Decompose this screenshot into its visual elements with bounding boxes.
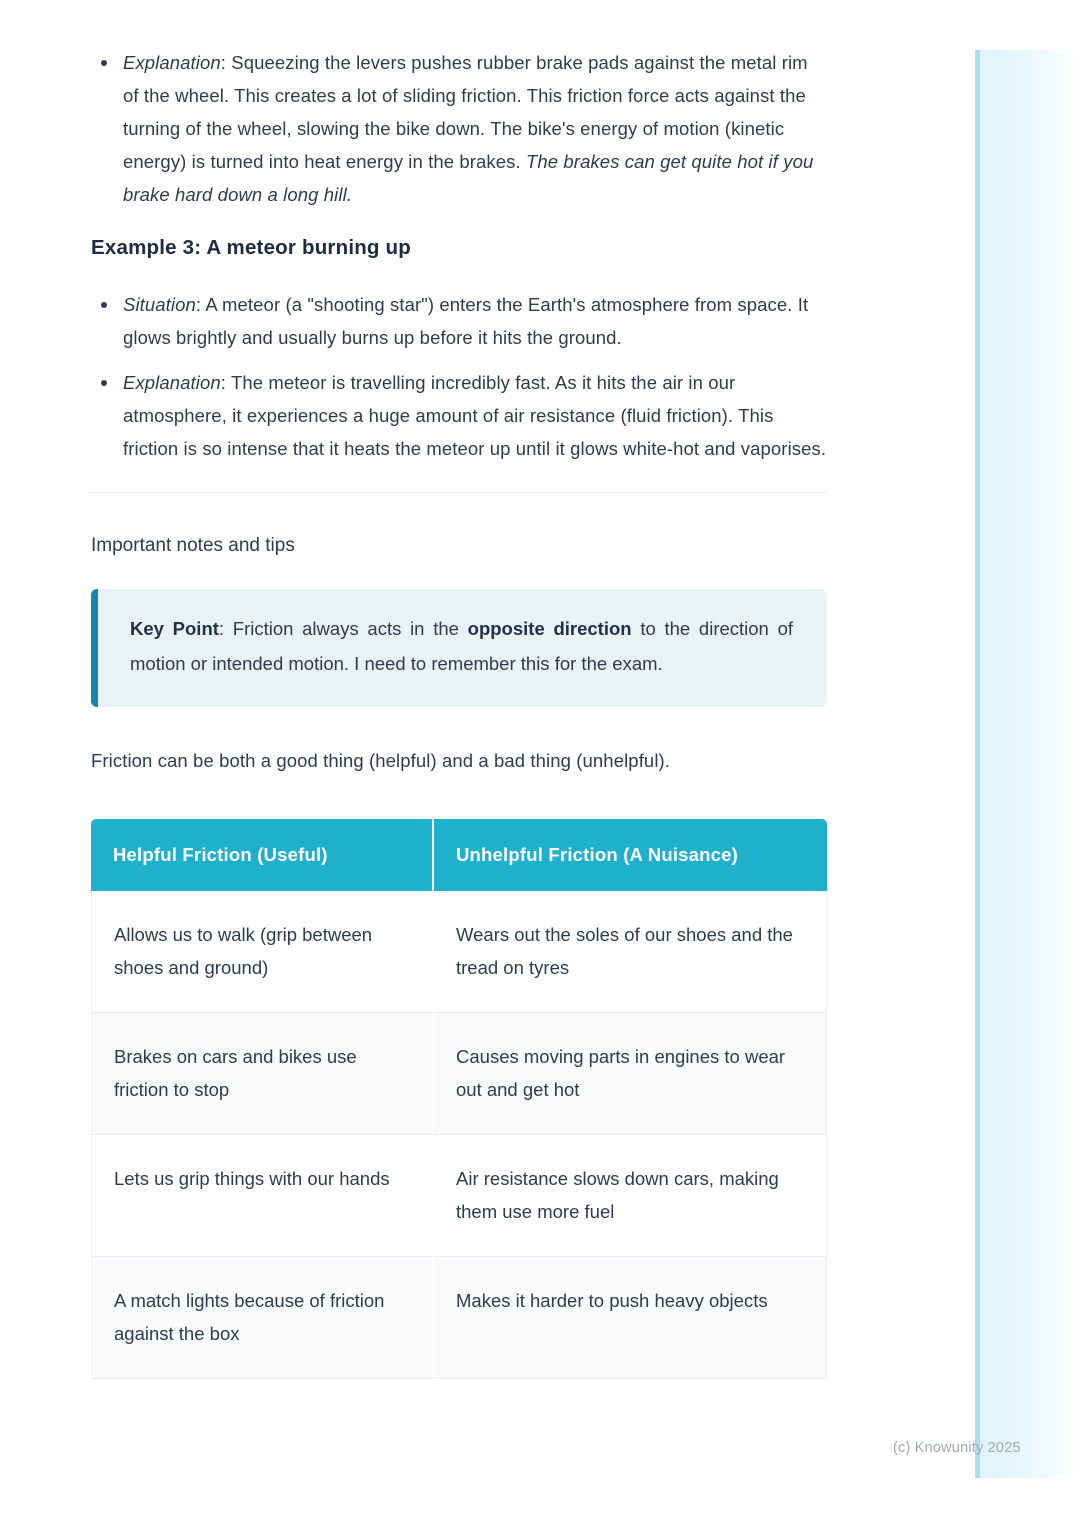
table-cell: Wears out the soles of our shoes and the tread on tyres	[434, 891, 827, 1013]
bullet-body: : Squeezing the levers pushes rubber brake pads against the metal rim of the wheel. This creates a lot of sliding friction. This friction force acts against the turning of the wheel, slowing the bike down. The bike's energy of motion (kinetic energy) is turned into heat energy in the brakes.	[123, 52, 808, 172]
table-header-row	[91, 819, 827, 891]
bullet-situation-meteor	[91, 288, 827, 354]
document-content	[91, 0, 827, 1379]
section-divider	[91, 492, 827, 493]
table-cell: Lets us grip things with our hands	[91, 1135, 432, 1257]
key-point-label: Key Point	[130, 618, 219, 639]
bullet-tail-italic: The brakes can get quite hot if you brake hard down a long hill.	[123, 151, 814, 205]
bullet-lead: Situation	[123, 294, 196, 315]
table-cell: A match lights because of friction against the box	[91, 1257, 432, 1379]
bullet-dot	[101, 380, 107, 386]
table-row	[91, 1257, 827, 1379]
table-header-helpful: Helpful Friction (Useful)	[91, 819, 432, 891]
bullet-explanation-brakes	[91, 46, 827, 211]
notes-heading: Important notes and tips	[91, 535, 295, 556]
bullet-body: : A meteor (a "shooting star") enters the Earth's atmosphere from space. It glows brightly and usually burns up before it hits the ground.	[123, 294, 809, 348]
bullet-lead: Explanation	[123, 372, 221, 393]
bullet-dot	[101, 60, 107, 66]
example3-heading: Example 3: A meteor burning up	[91, 236, 411, 259]
table-cell: Air resistance slows down cars, making them use more fuel	[434, 1135, 827, 1257]
bullet-lead: Explanation	[123, 52, 221, 73]
table-row	[91, 1013, 827, 1135]
table-header-unhelpful: Unhelpful Friction (A Nuisance)	[434, 819, 827, 891]
table-row	[91, 891, 827, 1013]
table-row	[91, 1135, 827, 1257]
bullet-body: : The meteor is travelling incredibly fast. As it hits the air in our atmosphere, it experiences a huge amount of air resistance (fluid friction). This friction is so intense that it heats the meteor up until it glows white-hot and vaporises.	[123, 372, 827, 459]
page-edge-highlight-strip	[975, 50, 1080, 1478]
table-cell: Makes it harder to push heavy objects	[434, 1257, 827, 1379]
key-point-text-a: : Friction always acts in the	[218, 618, 468, 639]
key-point-callout	[91, 589, 827, 707]
copyright-note: (c) Knowunity 2025	[893, 1440, 1021, 1456]
table-cell: Brakes on cars and bikes use friction to stop	[91, 1013, 432, 1135]
key-point-bold-phrase: opposite direction	[467, 618, 632, 639]
key-point-text-b: to the direction of motion or intended motion. I need to remember this for the exam.	[130, 618, 793, 674]
table-cell: Causes moving parts in engines to wear out and get hot	[434, 1013, 827, 1135]
bullet-explanation-meteor	[91, 366, 827, 465]
table-cell: Allows us to walk (grip between shoes and ground)	[91, 891, 432, 1013]
friction-comparison-table	[91, 819, 827, 1379]
friction-intro-paragraph: Friction can be both a good thing (helpful) and a bad thing (unhelpful).	[91, 750, 671, 771]
bullet-dot	[101, 302, 107, 308]
